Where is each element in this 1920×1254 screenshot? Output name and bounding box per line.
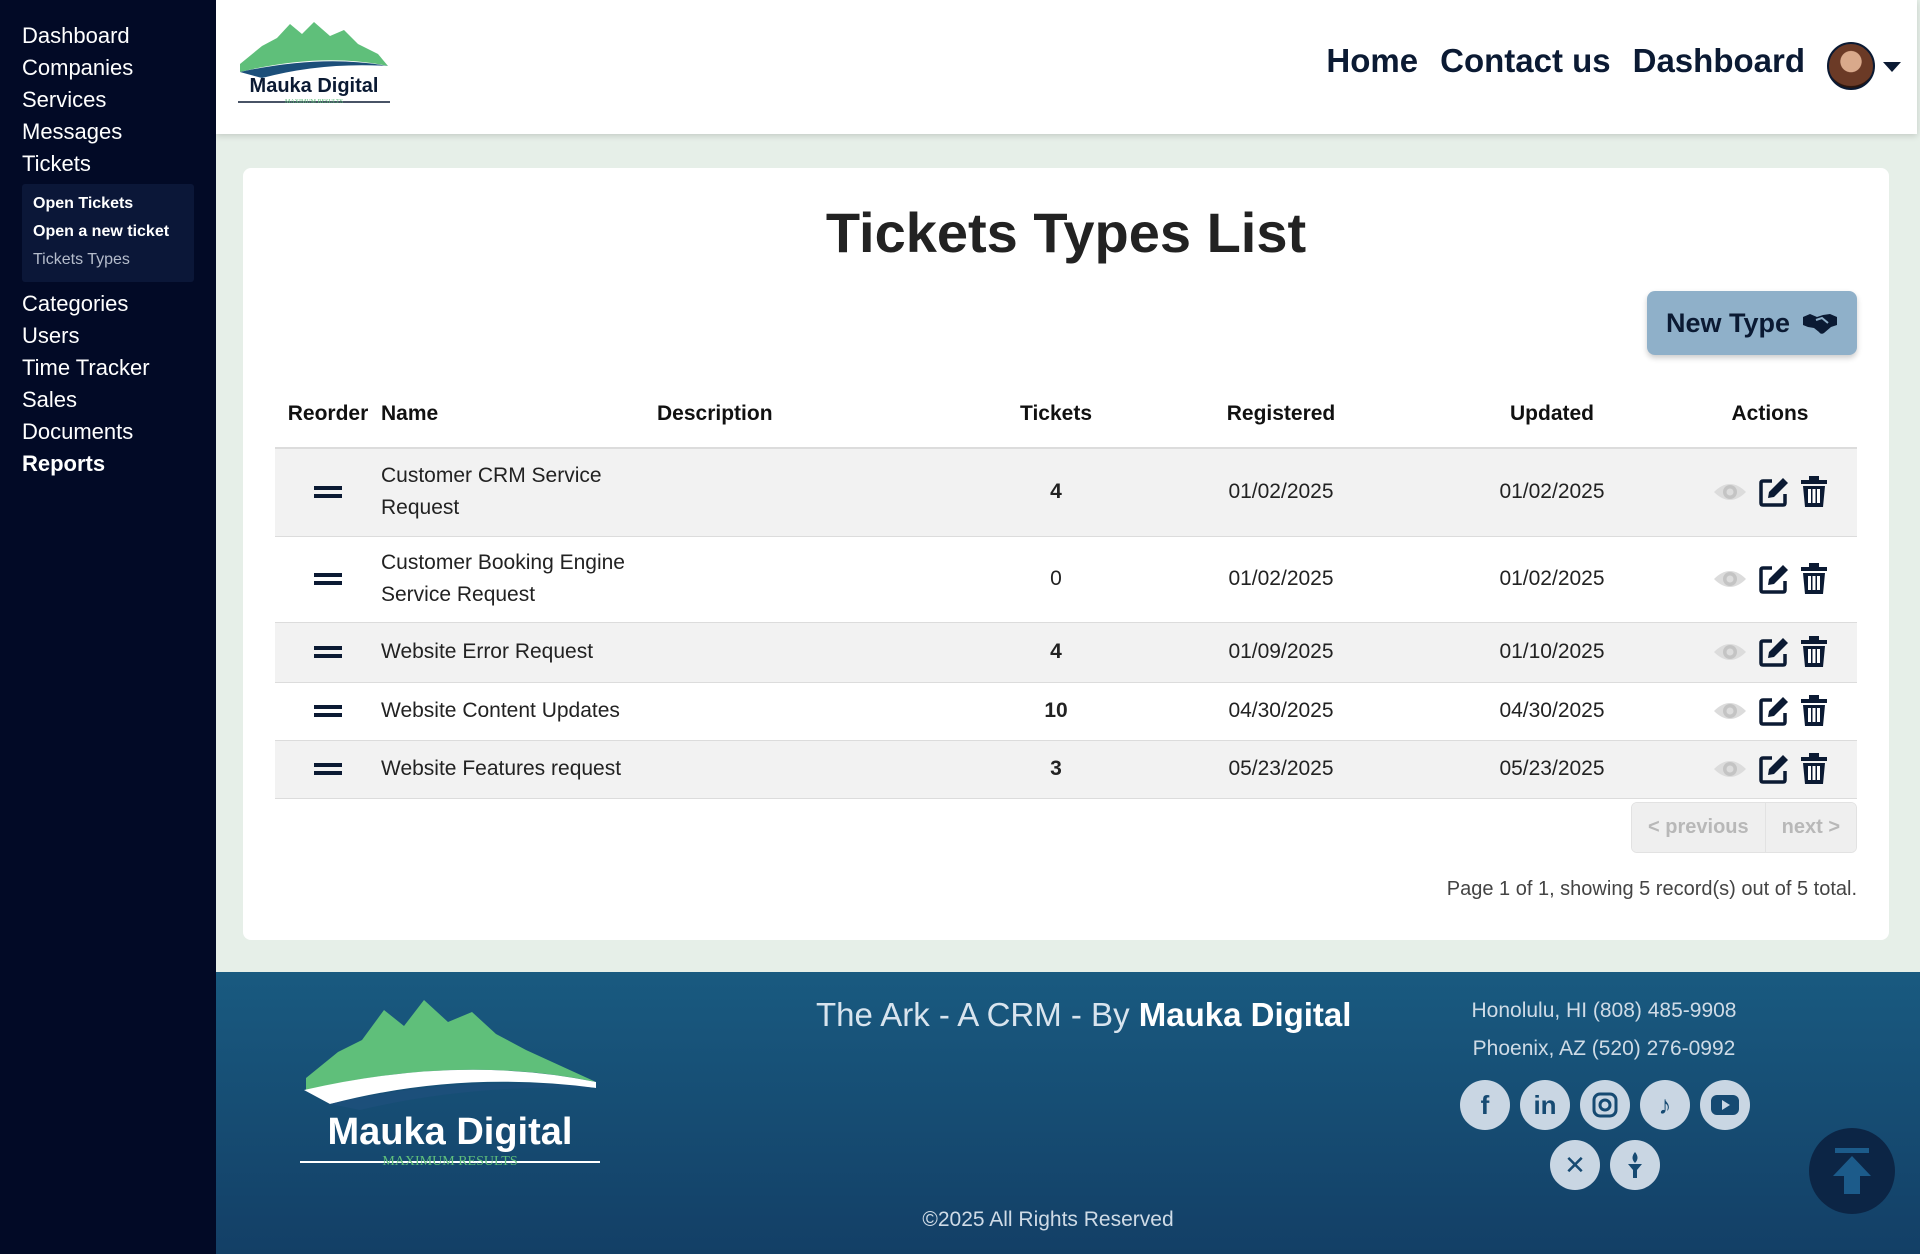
youtube-icon[interactable] bbox=[1700, 1080, 1750, 1130]
mauka-digital-logo[interactable] bbox=[232, 16, 397, 108]
social-links bbox=[1459, 1080, 1751, 1190]
trash-icon[interactable] bbox=[1800, 753, 1828, 785]
drag-handle-icon[interactable] bbox=[314, 646, 342, 658]
sidebar-item-documents[interactable]: Documents bbox=[22, 419, 134, 444]
new-type-label: New Type bbox=[1665, 307, 1791, 338]
sidebar-item-companies[interactable]: Companies bbox=[22, 55, 134, 80]
updated-cell: 01/10/2025 bbox=[1421, 622, 1683, 682]
linkedin-icon[interactable]: in bbox=[1520, 1080, 1570, 1130]
updated-cell: 01/02/2025 bbox=[1421, 448, 1683, 536]
view-icon[interactable] bbox=[1712, 477, 1748, 507]
arrow-up-icon bbox=[1829, 1146, 1875, 1196]
reorder-cell bbox=[275, 536, 381, 622]
description-cell bbox=[657, 448, 971, 536]
footer-logo-text: Mauka Digital bbox=[327, 1111, 573, 1153]
column-header-reorder: Reorder bbox=[275, 380, 381, 448]
footer-tagline-prefix: The Ark - A CRM - By bbox=[816, 996, 1139, 1033]
new-type-button[interactable] bbox=[1647, 291, 1857, 355]
view-icon[interactable] bbox=[1712, 696, 1748, 726]
tickets-count-cell: 10 bbox=[971, 682, 1141, 740]
footer-tagline bbox=[816, 996, 1351, 1034]
reorder-cell bbox=[275, 682, 381, 740]
submenu-item-open-tickets[interactable]: Open Tickets bbox=[33, 195, 134, 212]
view-icon[interactable] bbox=[1712, 637, 1748, 667]
column-header-updated: Updated bbox=[1421, 380, 1683, 448]
nav-link-contact[interactable]: Contact us bbox=[1440, 42, 1611, 79]
sidebar-item-reports[interactable]: Reports bbox=[22, 451, 106, 476]
column-header-description: Description bbox=[657, 380, 971, 448]
table-row[interactable] bbox=[275, 682, 1857, 740]
submenu-item-new-ticket[interactable]: Open a new ticket bbox=[33, 223, 170, 240]
name-cell: Website Features request bbox=[381, 740, 657, 798]
footer-contact bbox=[1454, 992, 1754, 1068]
description-cell bbox=[657, 622, 971, 682]
column-header-name: Name bbox=[381, 380, 657, 448]
pagination bbox=[1631, 802, 1857, 853]
edit-icon[interactable] bbox=[1758, 476, 1790, 508]
name-cell: Customer CRM Service Request bbox=[381, 448, 657, 536]
actions-cell bbox=[1683, 740, 1857, 798]
view-icon[interactable] bbox=[1712, 754, 1748, 784]
edit-icon[interactable] bbox=[1758, 563, 1790, 595]
view-icon[interactable] bbox=[1712, 564, 1748, 594]
sidebar bbox=[0, 0, 216, 1254]
updated-cell: 04/30/2025 bbox=[1421, 682, 1683, 740]
sidebar-item-time-tracker[interactable]: Time Tracker bbox=[22, 355, 150, 380]
table-row[interactable] bbox=[275, 740, 1857, 798]
torch-icon[interactable] bbox=[1610, 1140, 1660, 1190]
header-nav bbox=[1326, 42, 1805, 80]
drag-handle-icon[interactable] bbox=[314, 486, 342, 498]
registered-cell: 01/09/2025 bbox=[1141, 622, 1421, 682]
next-page-button[interactable]: next > bbox=[1765, 803, 1856, 852]
actions-cell bbox=[1683, 448, 1857, 536]
actions-cell bbox=[1683, 622, 1857, 682]
avatar[interactable] bbox=[1827, 42, 1875, 90]
actions-cell bbox=[1683, 682, 1857, 740]
trash-icon[interactable] bbox=[1800, 695, 1828, 727]
nav-link-home[interactable]: Home bbox=[1326, 42, 1419, 79]
name-cell: Website Content Updates bbox=[381, 682, 657, 740]
tickets-count-cell: 4 bbox=[971, 622, 1141, 682]
sidebar-item-messages[interactable]: Messages bbox=[22, 119, 123, 144]
registered-cell: 04/30/2025 bbox=[1141, 682, 1421, 740]
top-header bbox=[216, 0, 1917, 134]
registered-cell: 01/02/2025 bbox=[1141, 536, 1421, 622]
nav-link-dashboard[interactable]: Dashboard bbox=[1632, 42, 1805, 79]
name-cell: Customer Booking Engine Service Request bbox=[381, 536, 657, 622]
sidebar-item-sales[interactable]: Sales bbox=[22, 387, 78, 412]
page-title: Tickets Types List bbox=[825, 201, 1307, 264]
edit-icon[interactable] bbox=[1758, 753, 1790, 785]
trash-icon[interactable] bbox=[1800, 636, 1828, 668]
facebook-icon[interactable]: f bbox=[1460, 1080, 1510, 1130]
logo-tagline: MAXIMUM RESULTS bbox=[285, 99, 343, 105]
description-cell bbox=[657, 740, 971, 798]
footer bbox=[216, 972, 1920, 1254]
actions-cell bbox=[1683, 536, 1857, 622]
name-cell: Website Error Request bbox=[381, 622, 657, 682]
sidebar-item-categories[interactable]: Categories bbox=[22, 291, 129, 316]
trash-icon[interactable] bbox=[1800, 563, 1828, 595]
table-row[interactable] bbox=[275, 448, 1857, 536]
table-header-row bbox=[275, 380, 1857, 448]
handshake-icon bbox=[1802, 311, 1838, 335]
tickets-count-cell: 4 bbox=[971, 448, 1141, 536]
sidebar-item-dashboard[interactable]: Dashboard bbox=[22, 23, 130, 48]
table-row[interactable] bbox=[275, 536, 1857, 622]
copyright: ©2025 All Rights Reserved bbox=[922, 1208, 1174, 1231]
drag-handle-icon[interactable] bbox=[314, 573, 342, 585]
chevron-down-icon[interactable] bbox=[1883, 62, 1901, 72]
edit-icon[interactable] bbox=[1758, 636, 1790, 668]
table-row[interactable] bbox=[275, 622, 1857, 682]
sidebar-item-tickets[interactable]: Tickets bbox=[22, 151, 91, 176]
submenu-item-tickets-types[interactable]: Tickets Types bbox=[33, 251, 130, 268]
updated-cell: 05/23/2025 bbox=[1421, 740, 1683, 798]
sidebar-item-services[interactable]: Services bbox=[22, 87, 107, 112]
footer-logo-tagline: MAXIMUM RESULTS bbox=[382, 1154, 518, 1169]
column-header-registered: Registered bbox=[1141, 380, 1421, 448]
main-card bbox=[243, 168, 1889, 940]
description-cell bbox=[657, 536, 971, 622]
column-header-actions: Actions bbox=[1683, 380, 1857, 448]
tickets-count-cell: 0 bbox=[971, 536, 1141, 622]
drag-handle-icon[interactable] bbox=[314, 705, 342, 717]
tickets-submenu bbox=[22, 184, 194, 282]
updated-cell: 01/02/2025 bbox=[1421, 536, 1683, 622]
ticket-types-table bbox=[275, 380, 1857, 799]
back-to-top-button[interactable] bbox=[1809, 1128, 1895, 1214]
tickets-count-cell: 3 bbox=[971, 740, 1141, 798]
page-info: Page 1 of 1, showing 5 record(s) out of 5 total. bbox=[1446, 878, 1857, 900]
footer-logo[interactable] bbox=[300, 992, 600, 1170]
footer-tagline-brand: Mauka Digital bbox=[1138, 996, 1352, 1033]
drag-handle-icon[interactable] bbox=[314, 763, 342, 775]
previous-page-button[interactable]: < previous bbox=[1632, 803, 1765, 852]
contact-honolulu[interactable]: Honolulu, HI (808) 485-9908 bbox=[1471, 999, 1737, 1022]
x-icon[interactable]: ✕ bbox=[1550, 1140, 1600, 1190]
contact-phoenix[interactable]: Phoenix, AZ (520) 276-0992 bbox=[1472, 1037, 1736, 1060]
reorder-cell bbox=[275, 448, 381, 536]
trash-icon[interactable] bbox=[1800, 476, 1828, 508]
description-cell bbox=[657, 682, 971, 740]
column-header-tickets: Tickets bbox=[971, 380, 1141, 448]
instagram-icon[interactable] bbox=[1580, 1080, 1630, 1130]
reorder-cell bbox=[275, 740, 381, 798]
logo-text: Mauka Digital bbox=[249, 75, 379, 97]
reorder-cell bbox=[275, 622, 381, 682]
registered-cell: 05/23/2025 bbox=[1141, 740, 1421, 798]
tiktok-icon[interactable]: ♪ bbox=[1640, 1080, 1690, 1130]
sidebar-item-users[interactable]: Users bbox=[22, 323, 80, 348]
edit-icon[interactable] bbox=[1758, 695, 1790, 727]
registered-cell: 01/02/2025 bbox=[1141, 448, 1421, 536]
